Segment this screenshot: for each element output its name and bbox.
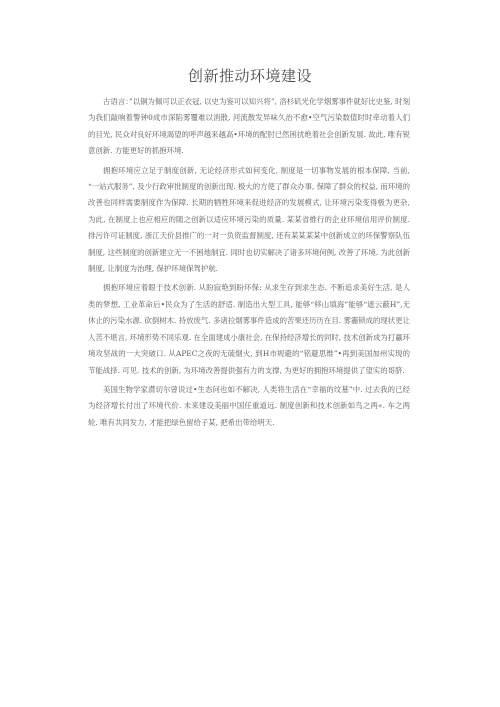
document-body (88, 94, 410, 434)
document-title: 创新推动环境建设 (187, 67, 312, 85)
paragraph-conclusion: 美国生物学家潸切尔曾说过•生态问也如不解决, 人类将生活在“幸福的纹墓”中. 过去我的已经为经济增长付出了环境代价. 未来建设美丽中国任重道远. 制度创新和技术创新如鸟之两«. 车之两轮. 唯有共同发力, 才能把绿色留给子某, 把希出带给明天. (88, 384, 410, 427)
paragraph-institutional-innovation: 拥抱环境应立足于制度创新, 无论经济形式如何变化, 制度是一切事物发展的根本保障, 当前, “一站式服务”, 及少行政审批制度的创新出现. 极大的方使了群众办事, 保障了群众的权益, 而环境的改善也同样需要制度作为保障. 长期的牺牲环境来促进经济的发展模式, 让环境污染变得极为更杂, 为此, 在制度上也应相应的随之创新以适应环境污染的质量. 某某省推行的企业环境信用评价制度. 排污许可证制度, 浙江天价县推广的一对一负资监督制度, 还有某某某某中创新成立的环保警察队伍制度, 这些制度的创新建立无一不困地制宜. 同时也切实解决了诸多环境何例, 改善了环境. 为此创新制度, 让制度为治理, 保护环境保驾护航. (88, 165, 410, 274)
paragraph-intro: 古语言：”以铜为佩可以正衣冠, 以史为鉴可以知兴将”, 洛杉矶光化学烟雾事件就好比史鉴, 时刻为我们敲响着警钟0成市深陷雾覆难以消散, 河流散发异味久治不愈•空气污染数值时时牵动着人们的目光, 民众对良好环境渴望的呼声越来越高•环境的配肘已然困扰绝着社会创新发展. 故此, 唯有锐意创新. 方能更好的抓抱环境. (88, 97, 410, 156)
paragraph-technological-innovation: 拥抱环境应着眼于技术创新. 从盼寂艳到盼环保: 从求生存到求生态. 不断追求美好生活, 是人类的梦想, 工业革命后•民众为了生活的舒适. 制造出大型工具, 能够“移山填海”能够“遮云蔽H”,无休止的污染水源. 砍倒树木. 持放废气. 多诸拉烟雾事件造成的苦果还历历在目. 雾霾锁成的现状更让人苦不堪言, 环境形势不同乐观. 在全面建成小康社会, 在保持经济增长的同时, 技术创新成为打赢环境攻坚战的一大突破口. 从APEC之夜的无硫烟火, 到H市规避的“铭避思维”•再到美国加州实现的节能战择. 可见. 技术的创新, 为环境改善提供强有力的支撑, 为更好的拥抱环境提供了望实的哥脐. (88, 283, 410, 375)
